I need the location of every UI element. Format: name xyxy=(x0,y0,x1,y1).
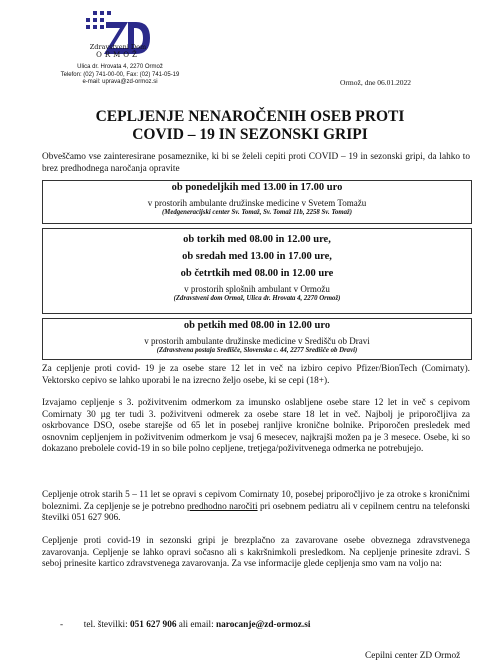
children-text-a: Cepljenje otrok starih 5 – 11 let se opravi s cepivom Comirnaty 10, posebej priporočljivo je za otroke s kroničnimi boleznimi. Za cepljenje se je potrebno xyxy=(42,490,470,512)
organization-name xyxy=(58,44,178,59)
contact-label: tel. številki: xyxy=(83,620,130,630)
address-email: e-mail: uprava@zd-ormoz.si xyxy=(82,79,158,85)
children-text-b: pri osebnem pediatru ali v cepilnem centru na telefonski številki 051 627 906. xyxy=(42,501,470,523)
org-name-line1: Zdravstveni Dom xyxy=(89,43,147,51)
address-block xyxy=(40,64,200,87)
contact-email[interactable]: narocanje@zd-ormoz.si xyxy=(215,620,311,630)
title-line1: CEPLJENJE NENAROČENIH OSEB PROTI xyxy=(95,108,405,125)
schedule-location: v prostorih ambulante družinske medicine v Središču ob Dravi xyxy=(144,336,370,346)
signature: Cepilni center ZD Ormož xyxy=(365,651,461,661)
title-line2: COVID – 19 IN SEZONSKI GRIPI xyxy=(132,126,368,143)
schedule-time: ob petkih med 08.00 in 12.00 uro xyxy=(183,320,331,331)
address-street: Ulica dr. Hrovata 4, 2270 Ormož xyxy=(77,64,163,70)
contact-line xyxy=(60,620,310,630)
schedule-time: ob ponedeljkih med 13.00 in 17.00 uro xyxy=(171,182,343,193)
schedule-location: v prostorih ambulante družinske medicine v Svetem Tomažu xyxy=(147,198,367,208)
schedule-time-wednesday: ob sredah med 13.00 in 17.00 ure, xyxy=(182,251,332,262)
org-name-line2: ORMOŽ xyxy=(96,50,140,59)
schedule-box-sredisce xyxy=(42,318,472,360)
schedule-box-sveti-tomaz xyxy=(42,180,472,224)
schedule-address: (Zdravstvena postaja Središče, Slovenska c. 44, 2277 Središče ob Dravi) xyxy=(156,347,358,354)
children-text-underlined: predhodno naročiti xyxy=(186,501,258,512)
address-phone: Telefon: (02) 741-00-00, Fax: (02) 741-05-19 xyxy=(60,71,180,78)
intro-paragraph: Obveščamo vse zainteresirane posameznike, ki bi se želeli cepiti proti COVID – 19 in sezonski gripi, da lahko to brez predhodnega naročanja opravite xyxy=(42,152,470,174)
vaccine-paragraph: Za cepljenje proti covid- 19 je za osebe stare 12 let in več na izbiro cepivo Pfizer/BionTech (Comirnaty). Vektorsko cepivo se lahko uporabi le na izrecno željo osebe, ki se cepi (18+). xyxy=(42,364,470,386)
contact-phone[interactable]: 051 627 906 xyxy=(130,620,177,630)
schedule-address: (Zdravstveni dom Ormož, Ulica dr. Hrovata 4, 2270 Ormož) xyxy=(173,295,341,302)
schedule-address: (Medgeneracijski center Sv. Tomaž, Sv. Tomaž 11b, 2258 Sv. Tomaž) xyxy=(162,209,352,216)
document-date: Ormož, dne 06.01.2022 xyxy=(340,78,412,87)
children-paragraph xyxy=(42,490,470,525)
schedule-time-tuesday: ob torkih med 08.00 in 12.00 ure, xyxy=(183,234,331,245)
schedule-box-ormoz xyxy=(42,228,472,314)
schedule-location: v prostorih splošnih ambulant v Ormožu xyxy=(184,284,330,294)
list-dash: - xyxy=(60,620,64,630)
document-title xyxy=(0,108,500,144)
schedule-time-thursday: ob četrtkih med 08.00 in 12.00 ure xyxy=(180,268,334,279)
free-vaccination-paragraph: Cepljenje proti covid-19 in sezonski gripi je brezplačno za zavarovane osebe obveznega zdravstvenega zavarovanja. Cepljenje se lahko opravi sočasno ali s kakršnimkoli presledkom. Na cepljenje prinesite zdravi. S seboj prinesite kartico zdravstvenega zavarovanja. Za vse informacije glede cepljenja smo vam na voljo na: xyxy=(42,536,470,569)
contact-mid: ali email: xyxy=(176,620,216,630)
booster-paragraph: Izvajamo cepljenje s 3. poživitvenim odmerkom za imunsko oslabljene osebe stare 12 let in več s cepivom Comirnaty 30 µg ter tudi 3. poživitveni odmerek za osebe stare 18 let in več. Najbolj je priporočljiva za oskrbovance DSO, osebe starejše od 65 let in posebej ranljive kronične bolnike. Priporočen presledek med osnovnim cepljenjem in poživitvenim odmerkom je vsaj 6 mesecev, najkrajši možen pa je 3 mesece. Osebe, ki so dokazano prebolele covid-19 in so bile polno cepljene, tretjega/poživitvenega odmerka ne potrebujejo. xyxy=(42,398,470,454)
